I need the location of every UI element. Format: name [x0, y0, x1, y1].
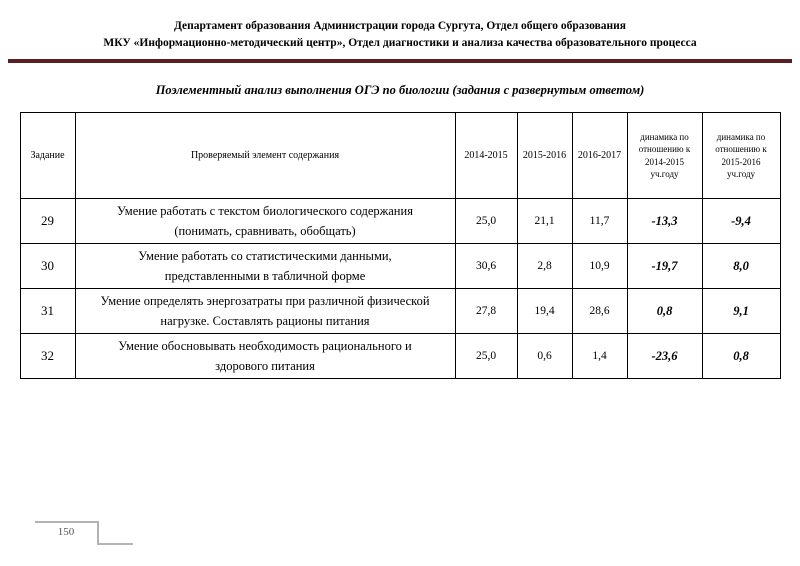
- table-row: [20, 199, 780, 244]
- table-row: [20, 289, 780, 334]
- value-2016-2017-cell: 11,7: [572, 199, 627, 244]
- value-2015-2016-cell: 19,4: [517, 289, 572, 334]
- element-cell: Умение обосновывать необходимость рационального и здорового питания: [75, 334, 455, 379]
- header-accent-rule: [8, 59, 792, 63]
- value-2016-2017-cell: 1,4: [572, 334, 627, 379]
- header-line-1: Департамент образования Администрации города Сургута, Отдел общего образования: [173, 20, 627, 32]
- dynamics-2014-2015-cell: -23,6: [627, 334, 702, 379]
- page-number: 150: [35, 521, 97, 538]
- task-number-cell: 29: [20, 199, 75, 244]
- col-header-dynamics-2015-2016: динамика по отношению к 2015-2016 уч.году: [702, 113, 780, 199]
- page-footer: [35, 521, 145, 547]
- value-2014-2015-cell: 25,0: [455, 199, 517, 244]
- col-header-dynamics-2014-2015: динамика по отношению к 2014-2015 уч.году: [627, 113, 702, 199]
- value-2016-2017-cell: 28,6: [572, 289, 627, 334]
- document-title: Поэлементный анализ выполнения ОГЭ по биологии (задания с развернутым ответом): [155, 83, 645, 97]
- col-header-2014-2015: 2014-2015: [455, 113, 517, 199]
- element-cell: Умение определять энергозатраты при различной физической нагрузке. Составлять рационы питания: [75, 289, 455, 334]
- table-row: [20, 244, 780, 289]
- col-header-2015-2016: 2015-2016: [517, 113, 572, 199]
- col-header-2016-2017: 2016-2017: [572, 113, 627, 199]
- task-number-cell: 30: [20, 244, 75, 289]
- value-2016-2017-cell: 10,9: [572, 244, 627, 289]
- dynamics-2014-2015-cell: -19,7: [627, 244, 702, 289]
- element-cell: Умение работать со статистическими данными, представленными в табличной форме: [75, 244, 455, 289]
- footer-step-line: [97, 521, 133, 545]
- value-2015-2016-cell: 2,8: [517, 244, 572, 289]
- table-row: [20, 334, 780, 379]
- col-header-task: Задание: [20, 113, 75, 199]
- task-number-cell: 31: [20, 289, 75, 334]
- dynamics-2014-2015-cell: 0,8: [627, 289, 702, 334]
- value-2014-2015-cell: 25,0: [455, 334, 517, 379]
- document-header: [0, 0, 800, 52]
- value-2014-2015-cell: 27,8: [455, 289, 517, 334]
- dynamics-2014-2015-cell: -13,3: [627, 199, 702, 244]
- value-2014-2015-cell: 30,6: [455, 244, 517, 289]
- value-2015-2016-cell: 0,6: [517, 334, 572, 379]
- element-cell: Умение работать с текстом биологического содержания (понимать, сравнивать, обобщать): [75, 199, 455, 244]
- header-line-2: МКУ «Информационно-методический центр», Отдел диагностики и анализа качества образовательного процесса: [103, 37, 697, 49]
- dynamics-2015-2016-cell: 8,0: [702, 244, 780, 289]
- analysis-table: [20, 112, 781, 379]
- dynamics-2015-2016-cell: 9,1: [702, 289, 780, 334]
- col-header-element: Проверяемый элемент содержания: [75, 113, 455, 199]
- dynamics-2015-2016-cell: 0,8: [702, 334, 780, 379]
- task-number-cell: 32: [20, 334, 75, 379]
- dynamics-2015-2016-cell: -9,4: [702, 199, 780, 244]
- table-header-row: [20, 113, 780, 199]
- value-2015-2016-cell: 21,1: [517, 199, 572, 244]
